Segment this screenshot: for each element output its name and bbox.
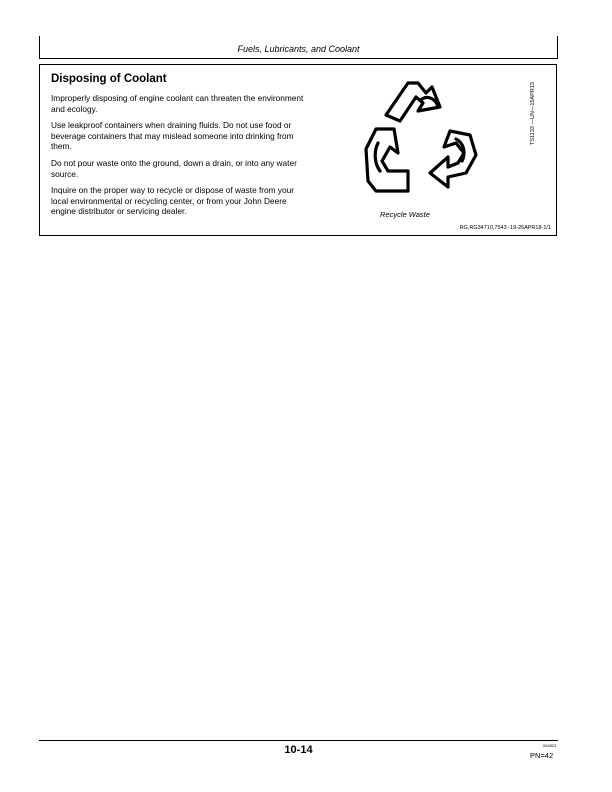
recycle-icon (352, 73, 480, 203)
document-reference: RG,RG34710,7543 -19-26APR18-1/1 (459, 225, 551, 231)
footer-divider (39, 740, 558, 741)
footer-pn: PN=42 (530, 751, 554, 760)
paragraph-no-pouring: Do not pour waste onto the ground, down a drain, or into any water source. (51, 158, 297, 179)
paragraph-environment: Improperly disposing of engine coolant can threaten the environment and ecology. (51, 93, 304, 114)
section-heading: Disposing of Coolant (51, 73, 167, 85)
figure-id: TS1133 —UN—15APR13 (530, 82, 536, 145)
figure-caption: Recycle Waste (380, 210, 430, 219)
disposing-coolant-section (39, 64, 557, 236)
running-header-title: Fuels, Lubricants, and Coolant (237, 44, 360, 54)
paragraph-containers: Use leakproof containers when draining fluids. Do not use food or beverage containers that may mislead someone into drinking from them. (51, 120, 294, 151)
page-number: 10-14 (284, 744, 313, 756)
header-divider (39, 58, 558, 59)
footer-code: 062823 (543, 743, 557, 748)
paragraph-inquire: Inquire on the proper way to recycle or dispose of waste from your local environmental or recycling center, or from your John Deere engine distributor or servicing dealer. (51, 185, 295, 216)
